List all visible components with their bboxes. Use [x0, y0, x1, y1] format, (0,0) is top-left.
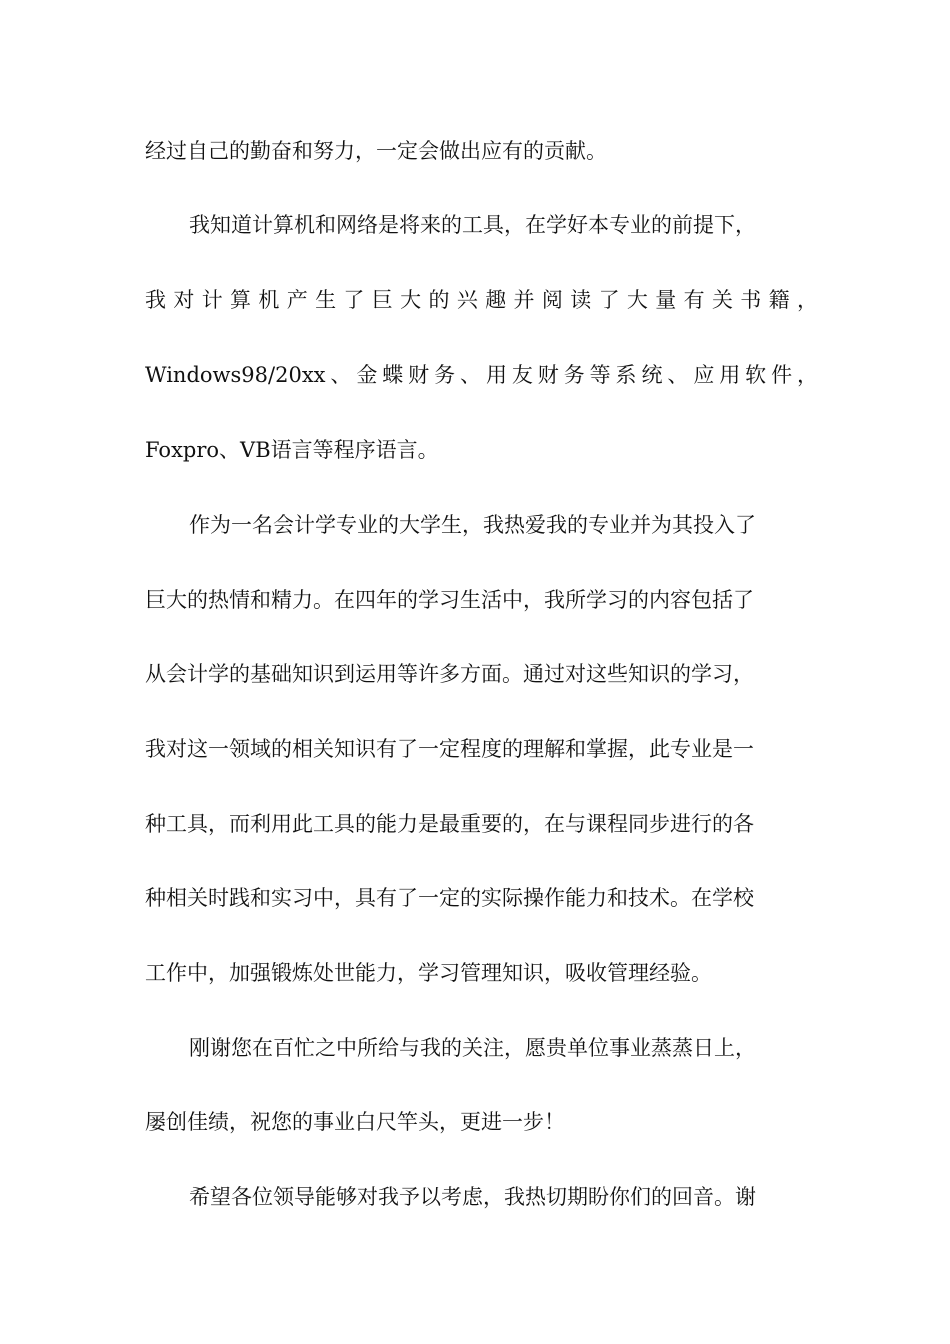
paragraph-start-line: 希望各位领导能够对我予以考虑，我热切期盼你们的回音。谢	[189, 1185, 756, 1209]
paragraph-start-line: 作为一名会计学专业的大学生，我热爱我的专业并为其投入了	[189, 513, 756, 537]
text-line: 种工具，而利用此工具的能力是最重要的，在与课程同步进行的各	[145, 812, 754, 836]
paragraph-start-line: 我知道计算机和网络是将来的工具，在学好本专业的前提下，	[189, 213, 756, 237]
text-line: Foxpro、VB语言等程序语言。	[145, 438, 439, 462]
text-line: Windows98/20xx、金蝶财务、用友财务等系统、应用软件，	[145, 363, 818, 387]
text-line: 种相关时践和实习中，具有了一定的实际操作能力和技术。在学校	[145, 886, 754, 910]
text-line: 从会计学的基础知识到运用等许多方面。通过对这些知识的学习，	[145, 662, 754, 686]
paragraph-start-line: 刚谢您在百忙之中所给与我的关注，愿贵单位事业蒸蒸日上，	[189, 1036, 756, 1060]
text-line: 我对这一领域的相关知识有了一定程度的理解和掌握，此专业是一	[145, 737, 754, 761]
text-line: 工作中，加强锻炼处世能力，学习管理知识，吸收管理经验。	[145, 961, 712, 985]
text-line: 经过自己的勤奋和努力，一定会做出应有的贡献。	[145, 139, 607, 163]
text-line: 屡创佳绩，祝您的事业白尺竿头，更进一步！	[145, 1110, 565, 1134]
text-line: 巨大的热情和精力。在四年的学习生活中，我所学习的内容包括了	[145, 588, 754, 612]
text-line: 我对计算机产生了巨大的兴趣并阅读了大量有关书籍，	[145, 288, 818, 312]
